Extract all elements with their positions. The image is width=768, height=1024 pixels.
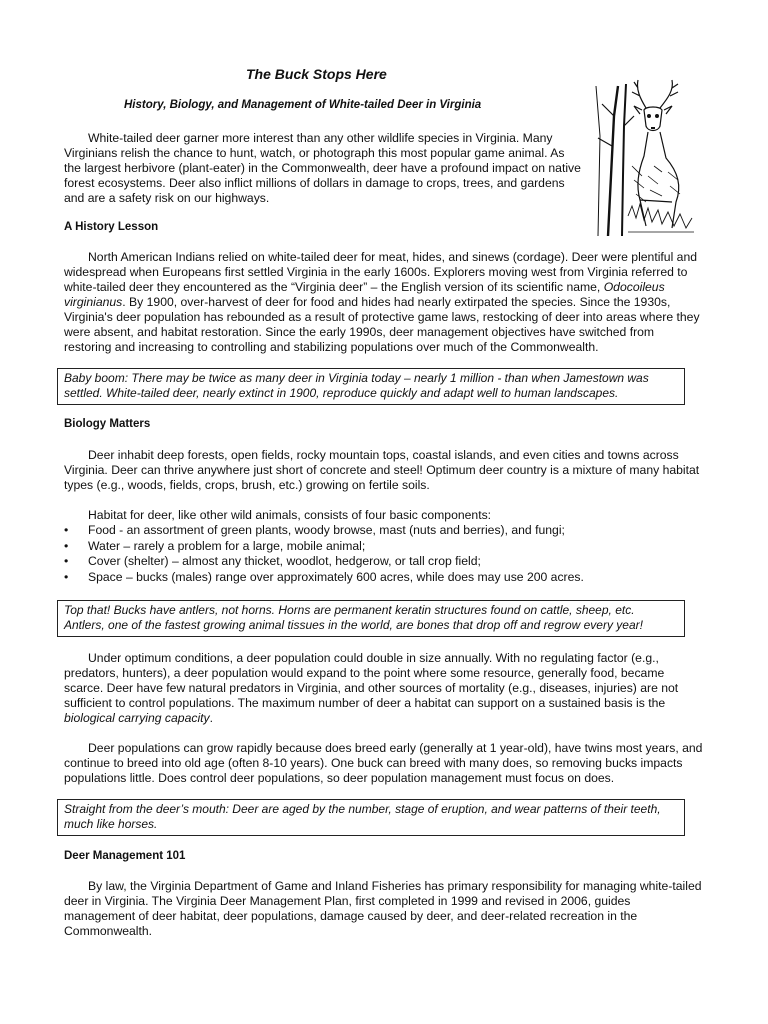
management-paragraph	[64, 879, 704, 939]
biology-heading: Biology Matters	[64, 418, 151, 430]
scientific-name: Odocoileus virginianus	[64, 280, 665, 309]
history-heading: A History Lesson	[64, 221, 159, 233]
history-text	[64, 250, 704, 355]
bullet-icon: •	[64, 569, 69, 584]
habitat-intro	[64, 508, 704, 523]
biology-paragraph-3	[64, 741, 704, 786]
history-text-part1: North American Indians relied on white-tailed deer for meat, hides, and sinews (cordage). Deer were plentiful and widespread when Europeans first settled Virginia in the early 1600s. Explorers moving west from Virginia referred to white-tailed deer they encountered as the “Virginia deer” – the English version of its scientific name,	[64, 250, 698, 294]
deers-mouth-callout: Straight from the deer’s mouth: Deer are aged by the number, stage of eruption, and wear patterns of their teeth, much like horses.	[57, 799, 685, 836]
page-title: The Buck Stops Here	[246, 66, 387, 82]
list-item: • Water – rarely a problem for a large, mobile animal;	[64, 538, 366, 553]
bullet-icon: •	[64, 554, 69, 568]
top-that-callout: Top that! Bucks have antlers, not horns. Horns are permanent keratin structures found on cattle, sheep, etc. Antlers, one of the fastest growing animal tissues in the world, are bones that drop off and regrow every year!	[57, 600, 685, 637]
biology-paragraph-2	[64, 651, 704, 726]
habitat-components-list	[64, 523, 704, 585]
baby-boom-callout: Baby boom: There may be twice as many deer in Virginia today – nearly 1 million - than when Jamestown was settled. White-tailed deer, nearly extinct in 1900, reproduce quickly and adapt well to human landscapes.	[57, 368, 685, 405]
biology-text-2: Under optimum conditions, a deer population could double in size annually. With no regulating factor (e.g., predators, hunters), a deer population would expand to the point where some resource, generally food, became scarce. Deer have few natural predators in Virginia, and other sources of mortality (e.g., diseases, injuries) are not sufficient to control populations. The maximum number of deer a habitat can support on a sustained basis is the biological carrying capacity.	[64, 651, 679, 725]
biology-text-3: Deer populations can grow rapidly because does breed early (generally at 1 year-old), have twins most years, and continue to breed into old age (often 8-10 years). One buck can breed with many does, so removing bucks impacts populations little. Does control deer populations, so deer population management must focus on does.	[64, 741, 703, 785]
deer-illustration	[588, 76, 698, 238]
list-item: • Food - an assortment of green plants, woody browse, mast (nuts and berries), and fungi;	[64, 523, 565, 537]
biology-paragraph-1	[64, 448, 704, 493]
carrying-capacity-term: biological carrying capacity	[64, 711, 210, 725]
page-subtitle: History, Biology, and Management of White-tailed Deer in Virginia	[124, 99, 482, 111]
management-heading: Deer Management 101	[64, 850, 186, 862]
history-text-part2: . By 1900, over-harvest of deer for food and hides had nearly extirpated the species. Since the 1930s, Virginia's deer population has rebounded as a result of protective game laws, restocking of deer into areas where they were absent, and habitat restoration. Since the early 1990s, deer management objectives have switched from restoring and increasing to controlling and stabilizing populations over much of the Commonwealth.	[64, 295, 700, 354]
biology-text-1: Deer inhabit deep forests, open fields, rocky mountain tops, coastal islands, and even cities and towns across Virginia. Deer can thrive anywhere just short of concrete and steel! Optimum deer country is a mixture of many habitat types (e.g., woods, fields, crops, brush, etc.) growing on fertile soils.	[64, 448, 700, 492]
list-item: • Space – bucks (males) range over approximately 600 acres, while does may use 200 acres.	[64, 569, 584, 584]
habitat-intro-text: Habitat for deer, like other wild animals, consists of four basic components:	[88, 508, 492, 522]
bullet-icon: •	[64, 538, 69, 553]
management-text: By law, the Virginia Department of Game and Inland Fisheries has primary responsibility for managing white-tailed deer in Virginia. The Virginia Deer Management Plan, first completed in 1999 and revised in 2006, guides management of deer habitat, deer populations, damage caused by deer, and deer-related recreation in the Commonwealth.	[64, 879, 702, 938]
history-paragraph	[64, 250, 704, 355]
list-item: • Cover (shelter) – almost any thicket, woodlot, hedgerow, or tall crop field;	[64, 554, 481, 568]
intro-text: White-tailed deer garner more interest than any other wildlife species in Virginia. Many Virginians relish the chance to hunt, watch, or photograph this most popular game animal. As the largest herbivore (plant-eater) in the Commonwealth, deer have a profound impact on native forest ecosystems. Deer also inflict millions of dollars in damage to crops, trees, and gardens and are a safety risk on our highways.	[64, 131, 581, 205]
intro-paragraph	[64, 131, 584, 206]
bullet-icon: •	[64, 523, 69, 537]
